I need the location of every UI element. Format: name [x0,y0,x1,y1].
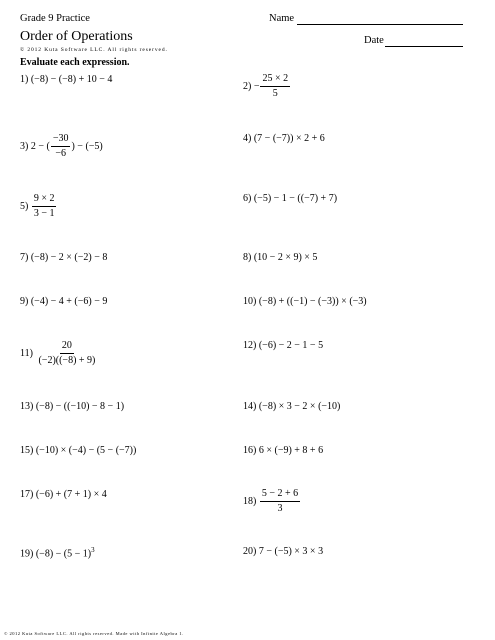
copyright-notice: © 2012 Kuta Software LLC. All rights reserved. [20,47,168,53]
problem-number: 1) [20,74,29,85]
numerator: 9 × 2 [32,193,57,207]
expression-prefix: 2 − ( [30,140,50,152]
problem-number: 15) [20,445,34,456]
problem-19 [20,544,95,560]
problem-expression: (−4) − 4 + (−6) − 9 [30,296,108,307]
problem-number: 3) [20,140,29,152]
fraction [51,133,71,160]
problem-number: 2) [243,80,252,92]
name-line[interactable] [297,12,463,25]
denominator: −6 [55,148,66,159]
problem-6 [243,193,337,205]
problem-14 [243,401,340,413]
fraction [36,340,97,367]
problem-16 [243,445,323,457]
problem-number: 18) [243,495,257,507]
fraction [32,193,57,220]
problem-5 [20,193,57,220]
problem-expression: (−8) − ((−10) − 8 − 1) [35,401,125,412]
worksheet-course-label: Grade 9 Practice [20,13,90,24]
instructions: Evaluate each expression. [20,57,130,68]
problem-number: 14) [243,401,257,412]
problem-7 [20,252,107,264]
problem-3 [20,133,103,160]
fraction [260,488,300,515]
problem-number: 4) [243,133,252,144]
problem-number: 20) [243,546,257,557]
problem-expression: (−6) + (7 + 1) × 4 [35,489,107,500]
problem-expression: (−8) + ((−1) − (−3)) × (−3) [258,296,367,307]
problem-number: 17) [20,489,34,500]
problem-number: 10) [243,296,257,307]
numerator: 5 − 2 + 6 [260,488,300,502]
expression-prefix: − [253,80,260,92]
problem-15 [20,445,136,457]
problem-number: 16) [243,445,257,456]
problem-number: 6) [243,193,252,204]
problem-number: 11) [20,347,33,359]
problem-expression: (7 − (−7)) × 2 + 6 [253,133,325,144]
exponent: 3 [91,546,95,554]
name-label: Name [269,13,295,24]
problem-expression: (−5) − 1 − ((−7) + 7) [253,193,338,204]
problem-10 [243,296,367,308]
problem-expression: (−8) − (−8) + 10 − 4 [30,74,113,85]
problem-11 [20,340,98,367]
problem-expression: (−6) − 2 − 1 − 5 [258,340,324,351]
problem-12 [243,340,323,352]
problem-number: 9) [20,296,29,307]
problem-number: 5) [20,200,29,212]
problem-8 [243,252,317,264]
date-label: Date [364,35,384,46]
numerator: 25 × 2 [260,73,290,87]
problem-13 [20,401,124,413]
problem-number: 19) [20,548,34,560]
expression-suffix: ) − (−5) [71,140,103,152]
denominator: 5 [272,88,278,99]
problem-9 [20,296,107,308]
problem-18 [243,488,301,515]
numerator: 20 [60,340,74,354]
date-line[interactable] [385,34,463,47]
problem-expression: (−8) − 2 × (−2) − 8 [30,252,108,263]
denominator: (−2)((−8) + 9) [38,355,96,366]
problem-1 [20,74,112,86]
problem-17 [20,489,107,501]
fraction [260,73,290,100]
problem-number: 7) [20,252,29,263]
worksheet-title: Order of Operations [20,29,133,44]
numerator: −30 [51,133,71,147]
problem-expression: 6 × (−9) + 8 + 6 [258,445,324,456]
problem-4 [243,133,325,145]
problem-2 [243,73,291,100]
problem-expression: 7 − (−5) × 3 × 3 [258,546,324,557]
problem-number: 13) [20,401,34,412]
footer-copyright: © 2012 Kuta Software LLC. All rights reserved. Made with Infinite Algebra 1. [4,631,184,636]
problem-expression: (10 − 2 × 9) × 5 [253,252,318,263]
problem-20 [243,546,323,558]
problem-expression: (−8) × 3 − 2 × (−10) [258,401,341,412]
problem-number: 12) [243,340,257,351]
problem-expression: (−10) × (−4) − (5 − (−7)) [35,445,137,456]
denominator: 3 − 1 [33,208,55,219]
problem-expression: (−8) − (5 − 1) [35,548,92,560]
problem-number: 8) [243,252,252,263]
denominator: 3 [277,503,283,514]
